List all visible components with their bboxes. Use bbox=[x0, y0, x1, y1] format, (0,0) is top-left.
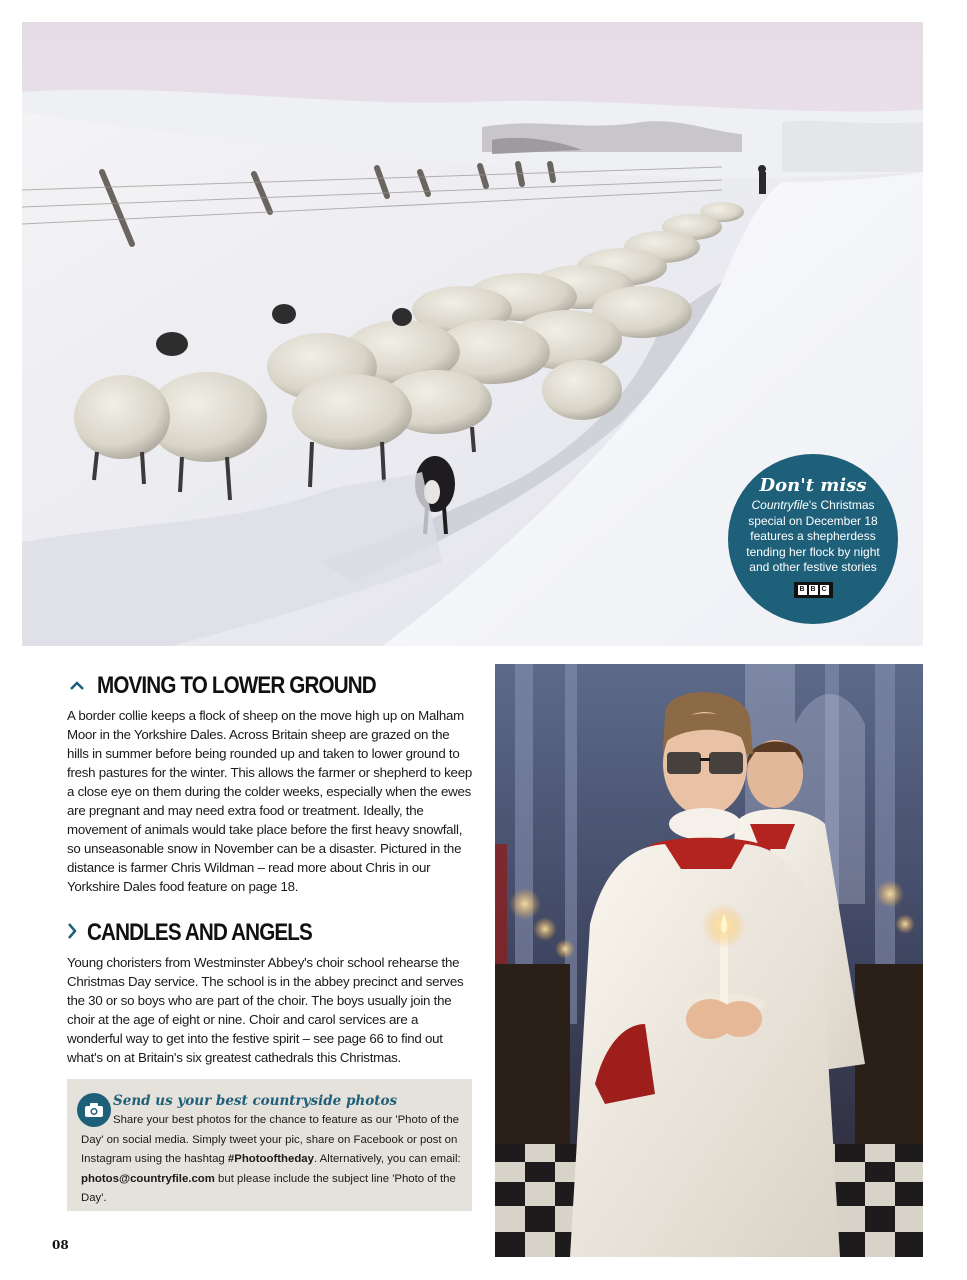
section-body: Young choristers from Westminster Abbey's choir school rehearse the Christmas Day service. The school is in the abbey precinct and serves the 30 or so boys who are part of the choir. The boys usually join the choir at the age of eight or nine. Choir and carol services are a wonderful way to get into the festive spirit – see page 66 to find out what's on at Britain's six greatest cathedrals this Christmas. bbox=[67, 955, 464, 1065]
dont-miss-body bbox=[738, 498, 888, 576]
section-title: MOVING TO LOWER GROUND bbox=[97, 672, 376, 699]
bbc-letter-1: B bbox=[799, 585, 805, 593]
bbc-letter-2: B bbox=[810, 585, 816, 593]
photo-submission-box bbox=[67, 1079, 472, 1211]
section-body: A border collie keeps a flock of sheep on the move high up on Malham Moor in the Yorkshire Dales. Across Britain sheep are grazed on the hills in summer before being rounded up and taken to lower ground to fresh pastures for the winter. This allows the farmer or shepherd to keep a close eye on them during the colder weeks, especially when the ewes are pregnant and may need extra food or treatment. Ideally, the movement of animals would take place before the first heavy snowfall, so unseasonable snow in November can be a disaster. Pictured in the distance is farmer Chris Wildman – read more about Chris in our Yorkshire Dales food feature on page 18. bbox=[67, 708, 472, 894]
article-section-lower-ground bbox=[67, 672, 472, 896]
dont-miss-text: 's Christmas special on December 18 features a shepherdess tending her flock by night and other festive stories bbox=[746, 498, 880, 574]
section-heading bbox=[67, 919, 472, 947]
photo-box-email-link[interactable]: photos@countryfile.com bbox=[81, 1172, 215, 1185]
choir-photo bbox=[495, 664, 923, 1257]
chevron-up-icon bbox=[67, 677, 87, 695]
bbc-logo bbox=[794, 582, 833, 598]
photo-box-hashtag: #Photooftheday bbox=[227, 1153, 314, 1166]
photo-box-text-1: Share your best photos for the chance to feature as our 'Photo of the Day' on social media. Simply tweet your pic, share on Facebook or post on Instagram using the hashtag bbox=[81, 1114, 460, 1166]
section-title: CANDLES AND ANGELS bbox=[87, 919, 312, 946]
section-heading bbox=[67, 672, 472, 700]
article-section-candles-angels bbox=[67, 919, 472, 1067]
chevron-right-icon bbox=[67, 923, 77, 944]
photo-box-title: Send us your best countryside photos bbox=[113, 1093, 398, 1109]
dont-miss-brand: Countryfile bbox=[751, 498, 809, 512]
photo-box-text-2: . Alternatively, you can email: bbox=[313, 1153, 461, 1166]
dont-miss-title: Don't miss bbox=[759, 475, 867, 496]
dont-miss-badge bbox=[728, 454, 898, 624]
bbc-letter-3: C bbox=[821, 585, 827, 593]
photo-box-text-3: but please include the subject line 'Photo of the Day'. bbox=[81, 1172, 456, 1205]
photo-box-text bbox=[81, 1111, 461, 1209]
page-number: 08 bbox=[52, 1238, 69, 1252]
